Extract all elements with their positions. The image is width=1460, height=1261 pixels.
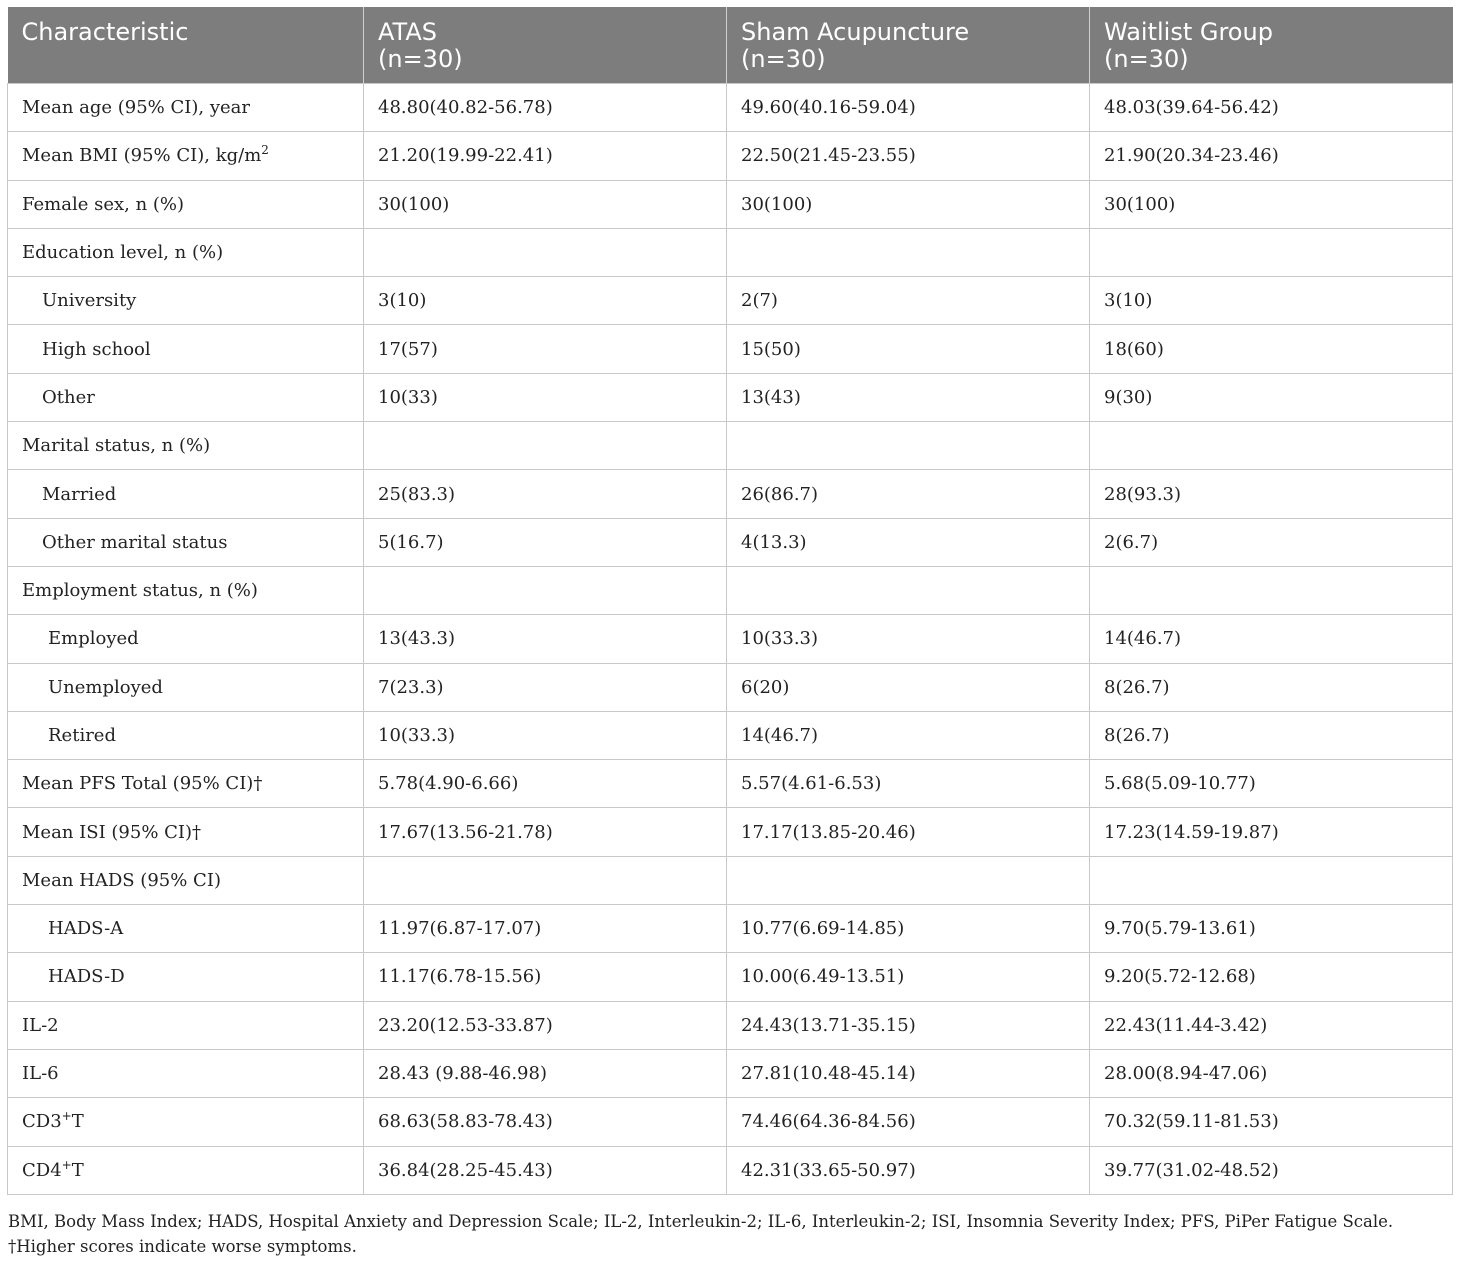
table-row: [8, 1049, 1453, 1097]
atas-value-cell: 36.84(28.25-45.43): [364, 1146, 727, 1194]
row-label-cell: [8, 1049, 364, 1097]
sham-value-cell: 17.17(13.85-20.46): [727, 808, 1090, 856]
sham-value-cell: [727, 856, 1090, 904]
row-label-cell: [8, 277, 364, 325]
atas-value-cell: 5(16.7): [364, 518, 727, 566]
waitlist-value-cell: [1090, 228, 1453, 276]
sham-value-cell: 2(7): [727, 277, 1090, 325]
header-line1: Characteristic: [21, 18, 189, 46]
waitlist-value-cell: [1090, 856, 1453, 904]
row-label-cell: [8, 373, 364, 421]
table-body: [8, 84, 1453, 1195]
sham-value-cell: 13(43): [727, 373, 1090, 421]
atas-value-cell: 48.80(40.82-56.78): [364, 84, 727, 132]
atas-value-cell: 30(100): [364, 180, 727, 228]
waitlist-value-cell: 30(100): [1090, 180, 1453, 228]
header-line2: (n=30): [741, 45, 826, 73]
row-label: Employment status, n (%): [22, 580, 258, 602]
header-line2: (n=30): [378, 45, 463, 73]
row-label-cell: [8, 422, 364, 470]
row-label: IL-6: [22, 1063, 59, 1085]
table-row: [8, 566, 1453, 614]
waitlist-value-cell: [1090, 566, 1453, 614]
header-line1: Waitlist Group: [1104, 18, 1273, 46]
sham-value-cell: 30(100): [727, 180, 1090, 228]
table-row: [8, 325, 1453, 373]
table-row: [8, 470, 1453, 518]
sham-value-cell: [727, 228, 1090, 276]
atas-value-cell: 11.97(6.87-17.07): [364, 905, 727, 953]
row-label-cell: [8, 663, 364, 711]
row-label: Unemployed: [48, 676, 163, 698]
row-label: High school: [42, 338, 151, 360]
row-label: University: [42, 290, 137, 312]
sham-value-cell: 27.81(10.48-45.14): [727, 1049, 1090, 1097]
table-row: [8, 905, 1453, 953]
waitlist-value-cell: 18(60): [1090, 325, 1453, 373]
row-label: Retired: [48, 725, 116, 746]
row-label-cell: [8, 180, 364, 228]
row-label: Mean ISI (95% CI)†: [22, 821, 202, 843]
footnote-dagger: †Higher scores indicate worse symptoms.: [8, 1237, 357, 1256]
header-waitlist-group: [1090, 7, 1453, 84]
table-row: [8, 228, 1453, 276]
atas-value-cell: 23.20(12.53-33.87): [364, 1001, 727, 1049]
sham-value-cell: 4(13.3): [727, 518, 1090, 566]
row-label-cell: [8, 325, 364, 373]
waitlist-value-cell: 8(26.7): [1090, 711, 1453, 759]
header-line1: Sham Acupuncture: [741, 18, 970, 46]
sham-value-cell: 5.57(4.61-6.53): [727, 760, 1090, 808]
row-label-superscript: +: [61, 1109, 72, 1124]
sham-value-cell: 14(46.7): [727, 711, 1090, 759]
header-line1: ATAS: [378, 18, 438, 46]
row-label: Employed: [48, 628, 139, 650]
waitlist-value-cell: 2(6.7): [1090, 518, 1453, 566]
waitlist-value-cell: 3(10): [1090, 277, 1453, 325]
header-row: [8, 7, 1453, 84]
atas-value-cell: [364, 228, 727, 276]
table-row: [8, 953, 1453, 1001]
atas-value-cell: 21.20(19.99-22.41): [364, 132, 727, 180]
sham-value-cell: [727, 566, 1090, 614]
sham-value-cell: 24.43(13.71-35.15): [727, 1001, 1090, 1049]
waitlist-value-cell: 28.00(8.94-47.06): [1090, 1049, 1453, 1097]
atas-value-cell: 17(57): [364, 325, 727, 373]
row-label: Female sex, n (%): [22, 193, 185, 215]
table-row: [8, 1146, 1453, 1194]
row-label-cell: [8, 905, 364, 953]
atas-value-cell: 7(23.3): [364, 663, 727, 711]
row-label-cell: [8, 132, 364, 180]
waitlist-value-cell: 17.23(14.59-19.87): [1090, 808, 1453, 856]
header-sham-acupuncture: [727, 7, 1090, 84]
row-label-superscript: 2: [261, 143, 269, 158]
waitlist-value-cell: 9.20(5.72-12.68): [1090, 953, 1453, 1001]
row-label-suffix: T: [71, 1159, 84, 1181]
row-label: Other marital status: [42, 531, 228, 553]
row-label: CD3: [22, 1111, 62, 1133]
characteristics-table: [7, 7, 1453, 1195]
table-row: [8, 760, 1453, 808]
waitlist-value-cell: 8(26.7): [1090, 663, 1453, 711]
waitlist-value-cell: 39.77(31.02-48.52): [1090, 1146, 1453, 1194]
sham-value-cell: 10.00(6.49-13.51): [727, 953, 1090, 1001]
header-atas: [364, 7, 727, 84]
row-label-cell: [8, 84, 364, 132]
row-label-cell: [8, 856, 364, 904]
row-label-cell: [8, 470, 364, 518]
header-characteristic: [8, 7, 364, 84]
atas-value-cell: [364, 856, 727, 904]
table-row: [8, 615, 1453, 663]
row-label-cell: [8, 228, 364, 276]
row-label-cell: [8, 760, 364, 808]
row-label: HADS-D: [48, 966, 125, 988]
sham-value-cell: 10(33.3): [727, 615, 1090, 663]
waitlist-value-cell: 9(30): [1090, 373, 1453, 421]
table-row: [8, 1001, 1453, 1049]
row-label: Mean HADS (95% CI): [22, 869, 221, 891]
waitlist-value-cell: 21.90(20.34-23.46): [1090, 132, 1453, 180]
row-label-cell: [8, 808, 364, 856]
row-label: Mean BMI (95% CI), kg/m: [22, 145, 262, 167]
atas-value-cell: [364, 422, 727, 470]
atas-value-cell: 13(43.3): [364, 615, 727, 663]
table-row: [8, 663, 1453, 711]
sham-value-cell: 42.31(33.65-50.97): [727, 1146, 1090, 1194]
header-line2: (n=30): [1104, 45, 1189, 73]
waitlist-value-cell: 5.68(5.09-10.77): [1090, 760, 1453, 808]
row-label: Other: [42, 386, 95, 408]
waitlist-value-cell: 14(46.7): [1090, 615, 1453, 663]
atas-value-cell: 3(10): [364, 277, 727, 325]
row-label-superscript: +: [61, 1157, 72, 1172]
row-label-cell: [8, 566, 364, 614]
table-row: [8, 808, 1453, 856]
table-row: [8, 84, 1453, 132]
row-label: Married: [42, 483, 117, 505]
row-label-cell: [8, 1001, 364, 1049]
row-label: Marital status, n (%): [22, 435, 211, 457]
sham-value-cell: [727, 422, 1090, 470]
row-label-cell: [8, 711, 364, 759]
row-label-cell: [8, 518, 364, 566]
table-row: [8, 132, 1453, 180]
row-label-suffix: T: [71, 1111, 84, 1133]
sham-value-cell: 10.77(6.69-14.85): [727, 905, 1090, 953]
row-label-cell: [8, 1098, 364, 1146]
row-label: IL-2: [22, 1014, 59, 1036]
table-row: [8, 422, 1453, 470]
waitlist-value-cell: 28(93.3): [1090, 470, 1453, 518]
sham-value-cell: 6(20): [727, 663, 1090, 711]
table-row: [8, 856, 1453, 904]
sham-value-cell: 26(86.7): [727, 470, 1090, 518]
waitlist-value-cell: 48.03(39.64-56.42): [1090, 84, 1453, 132]
atas-value-cell: 25(83.3): [364, 470, 727, 518]
atas-value-cell: 10(33): [364, 373, 727, 421]
atas-value-cell: 68.63(58.83-78.43): [364, 1098, 727, 1146]
row-label-cell: [8, 615, 364, 663]
table-row: [8, 373, 1453, 421]
atas-value-cell: [364, 566, 727, 614]
table-row: [8, 518, 1453, 566]
waitlist-value-cell: [1090, 422, 1453, 470]
sham-value-cell: 49.60(40.16-59.04): [727, 84, 1090, 132]
sham-value-cell: 22.50(21.45-23.55): [727, 132, 1090, 180]
table-row: [8, 711, 1453, 759]
atas-value-cell: 10(33.3): [364, 711, 727, 759]
row-label: Mean PFS Total (95% CI)†: [22, 773, 263, 795]
waitlist-value-cell: 22.43(11.44-3.42): [1090, 1001, 1453, 1049]
atas-value-cell: 28.43 (9.88-46.98): [364, 1049, 727, 1097]
row-label-cell: [8, 1146, 364, 1194]
row-label: Education level, n (%): [22, 242, 224, 264]
sham-value-cell: 15(50): [727, 325, 1090, 373]
atas-value-cell: 11.17(6.78-15.56): [364, 953, 727, 1001]
atas-value-cell: 17.67(13.56-21.78): [364, 808, 727, 856]
table-row: [8, 277, 1453, 325]
table-row: [8, 1098, 1453, 1146]
sham-value-cell: 74.46(64.36-84.56): [727, 1098, 1090, 1146]
footnote-abbreviations: BMI, Body Mass Index; HADS, Hospital Anxiety and Depression Scale; IL-2, Interleukin-2; IL-6, Interleukin-2; ISI, Insomnia Severity Index; PFS, PiPer Fatigue Scale.: [8, 1212, 1394, 1231]
row-label: HADS-A: [48, 918, 124, 940]
waitlist-value-cell: 9.70(5.79-13.61): [1090, 905, 1453, 953]
row-label: Mean age (95% CI), year: [22, 97, 251, 119]
table-row: [8, 180, 1453, 228]
table-header: [8, 7, 1453, 84]
row-label-cell: [8, 953, 364, 1001]
waitlist-value-cell: 70.32(59.11-81.53): [1090, 1098, 1453, 1146]
atas-value-cell: 5.78(4.90-6.66): [364, 760, 727, 808]
row-label: CD4: [22, 1159, 62, 1181]
characteristics-table-container: [7, 7, 1452, 1195]
table-footnotes: [8, 1209, 1393, 1259]
